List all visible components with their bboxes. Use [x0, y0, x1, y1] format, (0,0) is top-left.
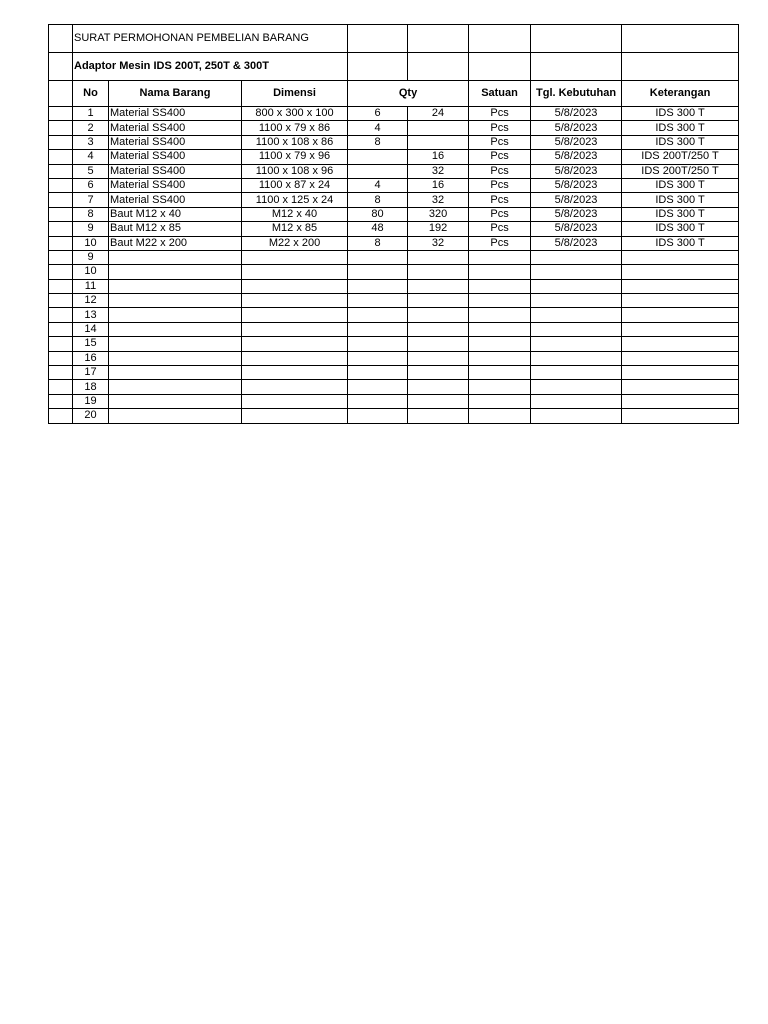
subtitle-row	[49, 53, 739, 81]
cell-keterangan[interactable]	[622, 409, 739, 423]
cell-satuan[interactable]: Pcs	[469, 178, 531, 192]
cell-nama-barang[interactable]	[109, 394, 242, 408]
table-row	[49, 265, 739, 279]
cell-qty-2[interactable]	[408, 337, 469, 351]
header-tgl-kebutuhan[interactable]: Tgl. Kebutuhan	[531, 81, 622, 107]
header-no[interactable]: No	[73, 81, 109, 107]
cell-satuan[interactable]	[469, 366, 531, 380]
cell-nama-barang[interactable]: Baut M12 x 85	[109, 222, 242, 236]
cell-keterangan[interactable]	[622, 337, 739, 351]
header-dimensi[interactable]: Dimensi	[242, 81, 348, 107]
spacer-cell[interactable]	[49, 25, 73, 53]
cell-nama-barang[interactable]: Material SS400	[109, 193, 242, 207]
cell-satuan[interactable]	[469, 337, 531, 351]
cell-nama-barang[interactable]	[109, 337, 242, 351]
spacer-cell[interactable]	[49, 380, 73, 394]
cell-qty-1[interactable]: 80	[348, 207, 408, 221]
cell-keterangan[interactable]	[622, 366, 739, 380]
header-row	[49, 81, 739, 107]
cell-qty-1[interactable]	[348, 265, 408, 279]
cell-nama-barang[interactable]	[109, 265, 242, 279]
cell-dimensi[interactable]	[242, 380, 348, 394]
cell-qty-2[interactable]: 320	[408, 207, 469, 221]
header-keterangan[interactable]: Keterangan	[622, 81, 739, 107]
cell-qty-1[interactable]	[348, 150, 408, 164]
cell-dimensi[interactable]: 800 x 300 x 100	[242, 107, 348, 121]
cell-tgl-kebutuhan[interactable]: 5/8/2023	[531, 121, 622, 135]
cell-no[interactable]: 14	[73, 322, 109, 336]
cell-satuan[interactable]	[469, 409, 531, 423]
cell-satuan[interactable]: Pcs	[469, 193, 531, 207]
empty-cell[interactable]	[469, 53, 531, 81]
cell-satuan[interactable]	[469, 265, 531, 279]
cell-qty-2[interactable]	[408, 265, 469, 279]
cell-qty-1[interactable]: 8	[348, 193, 408, 207]
cell-tgl-kebutuhan[interactable]	[531, 308, 622, 322]
cell-keterangan[interactable]: IDS 300 T	[622, 207, 739, 221]
cell-qty-1[interactable]	[348, 322, 408, 336]
cell-keterangan[interactable]: IDS 300 T	[622, 236, 739, 250]
table-row	[49, 380, 739, 394]
cell-dimensi[interactable]: 1100 x 79 x 86	[242, 121, 348, 135]
cell-tgl-kebutuhan[interactable]	[531, 250, 622, 264]
spacer-cell[interactable]	[49, 150, 73, 164]
cell-dimensi[interactable]	[242, 337, 348, 351]
cell-satuan[interactable]	[469, 351, 531, 365]
cell-tgl-kebutuhan[interactable]: 5/8/2023	[531, 222, 622, 236]
cell-qty-2[interactable]: 32	[408, 164, 469, 178]
cell-keterangan[interactable]: IDS 300 T	[622, 222, 739, 236]
cell-keterangan[interactable]	[622, 250, 739, 264]
cell-qty-1[interactable]: 4	[348, 178, 408, 192]
empty-cell[interactable]	[622, 25, 739, 53]
cell-qty-1[interactable]	[348, 351, 408, 365]
cell-no[interactable]: 9	[73, 250, 109, 264]
cell-qty-1[interactable]	[348, 394, 408, 408]
cell-satuan[interactable]: Pcs	[469, 164, 531, 178]
cell-nama-barang[interactable]: Material SS400	[109, 121, 242, 135]
table-row	[49, 207, 739, 221]
cell-tgl-kebutuhan[interactable]	[531, 351, 622, 365]
cell-satuan[interactable]	[469, 279, 531, 293]
header-satuan[interactable]: Satuan	[469, 81, 531, 107]
cell-tgl-kebutuhan[interactable]: 5/8/2023	[531, 207, 622, 221]
cell-no[interactable]: 18	[73, 380, 109, 394]
cell-keterangan[interactable]	[622, 380, 739, 394]
cell-dimensi[interactable]: M22 x 200	[242, 236, 348, 250]
cell-dimensi[interactable]	[242, 294, 348, 308]
cell-nama-barang[interactable]	[109, 294, 242, 308]
cell-qty-2[interactable]	[408, 294, 469, 308]
cell-satuan[interactable]	[469, 322, 531, 336]
cell-nama-barang[interactable]	[109, 322, 242, 336]
header-nama-barang[interactable]: Nama Barang	[109, 81, 242, 107]
cell-qty-2[interactable]: 16	[408, 150, 469, 164]
spacer-cell[interactable]	[49, 222, 73, 236]
cell-qty-1[interactable]	[348, 250, 408, 264]
cell-qty-2[interactable]: 32	[408, 236, 469, 250]
spacer-cell[interactable]	[49, 193, 73, 207]
cell-tgl-kebutuhan[interactable]	[531, 380, 622, 394]
spacer-cell[interactable]	[49, 294, 73, 308]
cell-keterangan[interactable]: IDS 300 T	[622, 193, 739, 207]
cell-tgl-kebutuhan[interactable]	[531, 294, 622, 308]
table-row	[49, 193, 739, 207]
table-row	[49, 337, 739, 351]
spacer-cell[interactable]	[49, 81, 73, 107]
cell-keterangan[interactable]	[622, 322, 739, 336]
cell-satuan[interactable]: Pcs	[469, 107, 531, 121]
cell-nama-barang[interactable]	[109, 308, 242, 322]
cell-no[interactable]: 9	[73, 222, 109, 236]
cell-no[interactable]: 5	[73, 164, 109, 178]
cell-dimensi[interactable]	[242, 265, 348, 279]
cell-nama-barang[interactable]	[109, 351, 242, 365]
cell-satuan[interactable]	[469, 394, 531, 408]
cell-nama-barang[interactable]	[109, 409, 242, 423]
table-row	[49, 351, 739, 365]
table-row	[49, 121, 739, 135]
cell-keterangan[interactable]	[622, 308, 739, 322]
spacer-cell[interactable]	[49, 337, 73, 351]
empty-cell[interactable]	[531, 53, 622, 81]
cell-qty-2[interactable]	[408, 308, 469, 322]
spacer-cell[interactable]	[49, 135, 73, 149]
cell-keterangan[interactable]	[622, 294, 739, 308]
cell-qty-2[interactable]: 16	[408, 178, 469, 192]
table-row	[49, 366, 739, 380]
cell-no[interactable]: 19	[73, 394, 109, 408]
cell-qty-1[interactable]	[348, 366, 408, 380]
spacer-cell[interactable]	[49, 279, 73, 293]
cell-satuan[interactable]	[469, 250, 531, 264]
cell-qty-2[interactable]	[408, 409, 469, 423]
cell-nama-barang[interactable]: Material SS400	[109, 150, 242, 164]
cell-qty-1[interactable]	[348, 294, 408, 308]
cell-no[interactable]: 11	[73, 279, 109, 293]
cell-nama-barang[interactable]: Material SS400	[109, 164, 242, 178]
cell-satuan[interactable]	[469, 308, 531, 322]
header-qty[interactable]: Qty	[348, 81, 469, 107]
cell-tgl-kebutuhan[interactable]: 5/8/2023	[531, 135, 622, 149]
cell-tgl-kebutuhan[interactable]	[531, 394, 622, 408]
cell-qty-2[interactable]	[408, 351, 469, 365]
cell-tgl-kebutuhan[interactable]	[531, 366, 622, 380]
spacer-cell[interactable]	[49, 351, 73, 365]
cell-tgl-kebutuhan[interactable]	[531, 337, 622, 351]
empty-cell[interactable]	[348, 25, 408, 53]
cell-tgl-kebutuhan[interactable]: 5/8/2023	[531, 193, 622, 207]
cell-keterangan[interactable]: IDS 300 T	[622, 135, 739, 149]
cell-dimensi[interactable]	[242, 322, 348, 336]
document-subtitle-cell[interactable]	[73, 53, 348, 81]
cell-qty-2[interactable]	[408, 135, 469, 149]
cell-tgl-kebutuhan[interactable]	[531, 265, 622, 279]
document-title-cell[interactable]	[73, 25, 348, 53]
cell-tgl-kebutuhan[interactable]	[531, 322, 622, 336]
cell-satuan[interactable]: Pcs	[469, 207, 531, 221]
cell-satuan[interactable]: Pcs	[469, 135, 531, 149]
table-row	[49, 222, 739, 236]
table-row	[49, 409, 739, 423]
spacer-cell[interactable]	[49, 265, 73, 279]
table-row	[49, 150, 739, 164]
title-row	[49, 25, 739, 53]
cell-satuan[interactable]: Pcs	[469, 236, 531, 250]
spacer-cell[interactable]	[49, 308, 73, 322]
cell-tgl-kebutuhan[interactable]: 5/8/2023	[531, 107, 622, 121]
cell-qty-1[interactable]	[348, 337, 408, 351]
cell-satuan[interactable]: Pcs	[469, 150, 531, 164]
empty-cell[interactable]	[348, 53, 408, 81]
cell-keterangan[interactable]: IDS 200T/250 T	[622, 164, 739, 178]
cell-nama-barang[interactable]: Material SS400	[109, 107, 242, 121]
document-subtitle: Adaptor Mesin IDS 200T, 250T & 300T	[74, 60, 270, 72]
cell-dimensi[interactable]: 1100 x 108 x 96	[242, 164, 348, 178]
table-row	[49, 308, 739, 322]
cell-keterangan[interactable]	[622, 351, 739, 365]
cell-dimensi[interactable]	[242, 250, 348, 264]
cell-qty-1[interactable]: 48	[348, 222, 408, 236]
cell-no[interactable]: 17	[73, 366, 109, 380]
cell-dimensi[interactable]	[242, 366, 348, 380]
table-row	[49, 250, 739, 264]
document-title: SURAT PERMOHONAN PEMBELIAN BARANG	[74, 32, 309, 44]
cell-dimensi[interactable]	[242, 394, 348, 408]
cell-tgl-kebutuhan[interactable]: 5/8/2023	[531, 178, 622, 192]
cell-no[interactable]: 8	[73, 207, 109, 221]
empty-cell[interactable]	[469, 25, 531, 53]
cell-qty-2[interactable]: 32	[408, 193, 469, 207]
table-row	[49, 178, 739, 192]
spacer-cell[interactable]	[49, 121, 73, 135]
cell-keterangan[interactable]: IDS 300 T	[622, 178, 739, 192]
cell-qty-1[interactable]	[348, 308, 408, 322]
cell-dimensi[interactable]	[242, 308, 348, 322]
cell-no[interactable]: 10	[73, 265, 109, 279]
spacer-cell[interactable]	[49, 107, 73, 121]
cell-keterangan[interactable]: IDS 300 T	[622, 107, 739, 121]
cell-qty-2[interactable]	[408, 121, 469, 135]
spacer-cell[interactable]	[49, 164, 73, 178]
spacer-cell[interactable]	[49, 236, 73, 250]
cell-no[interactable]: 6	[73, 178, 109, 192]
cell-dimensi[interactable]: M12 x 40	[242, 207, 348, 221]
cell-dimensi[interactable]: M12 x 85	[242, 222, 348, 236]
cell-qty-1[interactable]: 4	[348, 121, 408, 135]
cell-dimensi[interactable]	[242, 351, 348, 365]
cell-no[interactable]: 3	[73, 135, 109, 149]
empty-cell[interactable]	[531, 25, 622, 53]
cell-nama-barang[interactable]	[109, 250, 242, 264]
table-row	[49, 279, 739, 293]
spacer-cell[interactable]	[49, 178, 73, 192]
cell-nama-barang[interactable]	[109, 366, 242, 380]
cell-tgl-kebutuhan[interactable]: 5/8/2023	[531, 164, 622, 178]
empty-cell[interactable]	[408, 25, 469, 53]
cell-no[interactable]: 2	[73, 121, 109, 135]
table-row	[49, 135, 739, 149]
cell-qty-1[interactable]	[348, 279, 408, 293]
cell-dimensi[interactable]: 1100 x 87 x 24	[242, 178, 348, 192]
spacer-cell[interactable]	[49, 53, 73, 81]
cell-satuan[interactable]	[469, 294, 531, 308]
cell-dimensi[interactable]: 1100 x 125 x 24	[242, 193, 348, 207]
cell-satuan[interactable]	[469, 380, 531, 394]
purchase-request-sheet	[48, 24, 739, 424]
cell-tgl-kebutuhan[interactable]: 5/8/2023	[531, 150, 622, 164]
empty-cell[interactable]	[622, 53, 739, 81]
table-row	[49, 394, 739, 408]
table-row	[49, 322, 739, 336]
cell-qty-1[interactable]: 8	[348, 236, 408, 250]
cell-no[interactable]: 1	[73, 107, 109, 121]
spacer-cell[interactable]	[49, 322, 73, 336]
cell-dimensi[interactable]	[242, 279, 348, 293]
cell-satuan[interactable]: Pcs	[469, 222, 531, 236]
cell-qty-1[interactable]	[348, 409, 408, 423]
cell-no[interactable]: 4	[73, 150, 109, 164]
cell-keterangan[interactable]	[622, 265, 739, 279]
cell-qty-1[interactable]	[348, 380, 408, 394]
cell-satuan[interactable]: Pcs	[469, 121, 531, 135]
table-row	[49, 164, 739, 178]
cell-keterangan[interactable]	[622, 394, 739, 408]
table-row	[49, 107, 739, 121]
cell-keterangan[interactable]: IDS 200T/250 T	[622, 150, 739, 164]
cell-qty-1[interactable]: 8	[348, 135, 408, 149]
cell-keterangan[interactable]: IDS 300 T	[622, 121, 739, 135]
cell-qty-2[interactable]: 24	[408, 107, 469, 121]
cell-qty-2[interactable]	[408, 366, 469, 380]
cell-tgl-kebutuhan[interactable]	[531, 409, 622, 423]
cell-qty-2[interactable]	[408, 279, 469, 293]
table-row	[49, 294, 739, 308]
cell-nama-barang[interactable]	[109, 380, 242, 394]
cell-nama-barang[interactable]: Baut M12 x 40	[109, 207, 242, 221]
cell-qty-2[interactable]	[408, 322, 469, 336]
cell-qty-2[interactable]	[408, 394, 469, 408]
cell-no[interactable]: 13	[73, 308, 109, 322]
cell-nama-barang[interactable]: Baut M22 x 200	[109, 236, 242, 250]
spacer-cell[interactable]	[49, 366, 73, 380]
cell-nama-barang[interactable]	[109, 279, 242, 293]
cell-qty-2[interactable]	[408, 380, 469, 394]
cell-no[interactable]: 12	[73, 294, 109, 308]
cell-qty-2[interactable]	[408, 250, 469, 264]
spacer-cell[interactable]	[49, 409, 73, 423]
spacer-cell[interactable]	[49, 250, 73, 264]
cell-dimensi[interactable]: 1100 x 79 x 96	[242, 150, 348, 164]
spacer-cell[interactable]	[49, 207, 73, 221]
cell-tgl-kebutuhan[interactable]	[531, 279, 622, 293]
cell-no[interactable]: 15	[73, 337, 109, 351]
cell-no[interactable]: 16	[73, 351, 109, 365]
cell-no[interactable]: 20	[73, 409, 109, 423]
empty-cell[interactable]	[408, 53, 469, 81]
cell-no[interactable]: 7	[73, 193, 109, 207]
cell-keterangan[interactable]	[622, 279, 739, 293]
cell-nama-barang[interactable]: Material SS400	[109, 178, 242, 192]
cell-qty-1[interactable]	[348, 164, 408, 178]
spacer-cell[interactable]	[49, 394, 73, 408]
cell-qty-1[interactable]: 6	[348, 107, 408, 121]
cell-dimensi[interactable]	[242, 409, 348, 423]
cell-qty-2[interactable]: 192	[408, 222, 469, 236]
cell-nama-barang[interactable]: Material SS400	[109, 135, 242, 149]
table-row	[49, 236, 739, 250]
cell-dimensi[interactable]: 1100 x 108 x 86	[242, 135, 348, 149]
cell-no[interactable]: 10	[73, 236, 109, 250]
cell-tgl-kebutuhan[interactable]: 5/8/2023	[531, 236, 622, 250]
